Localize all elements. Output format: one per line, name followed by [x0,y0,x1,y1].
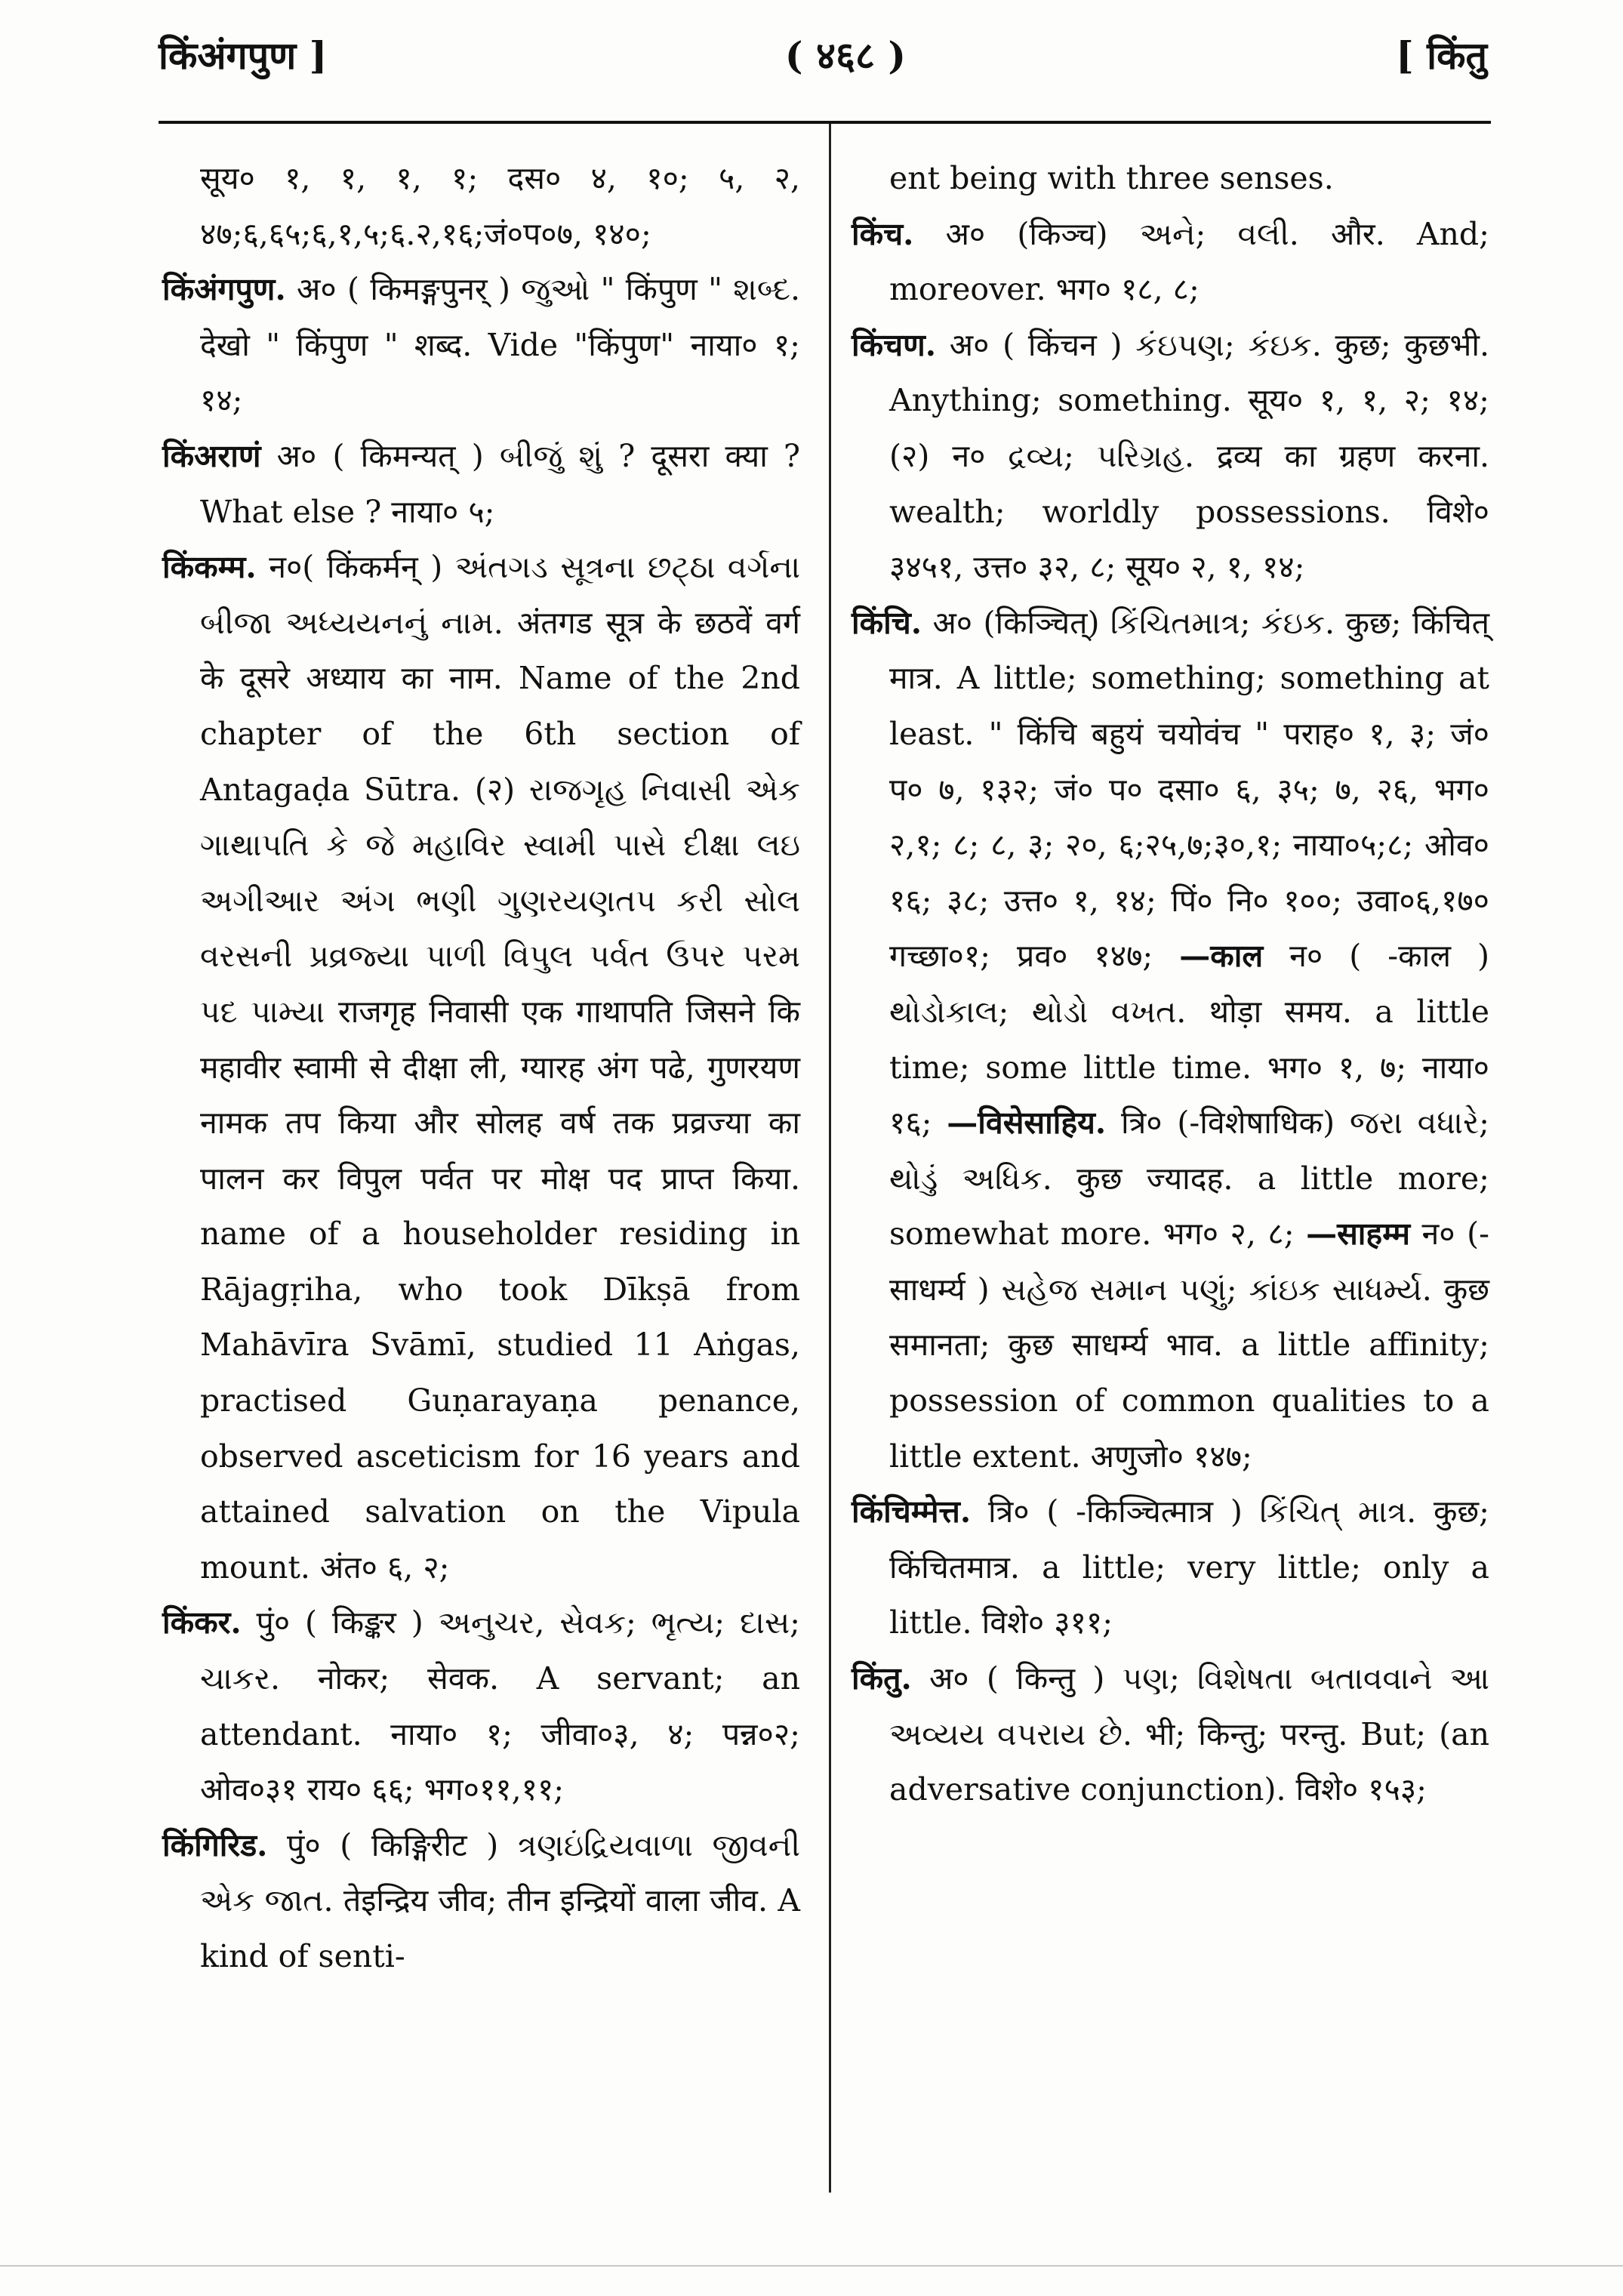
page-number: ( ४६८ ) [784,33,907,78]
entry [162,540,800,1595]
entry-continuation [162,151,800,262]
entry-headword: किंकर. [162,1604,242,1641]
entry-text: त्रि० ( -किञ्चित्मात्र ) કિંચિત્ માત્ર. कुछ; किंचितमात्र. a little; very little; only a little. विशे० ३११; [889,1493,1489,1641]
entry-headword: किंगिरिड. [162,1826,268,1863]
entry-headword: किंचि. [852,604,922,641]
entry-text: अ० ( किन्तु ) પણ; વિશેષતા બતાવવાને આ અવ્યય વપરાય છે. भी; किन्तु; परन्तु. But; (an adversative conjunction). विशे० १५३; [889,1660,1489,1808]
page-header [159,21,1487,89]
sub-entry-headword: —साहम्म [1306,1216,1410,1253]
sub-entry-text: त्रि० (-विशेषाधिक) જરા વધારે; થોડું અધિક. कुछ ज्यादह. a little more; somewhat more. भग० २, ८; [889,1105,1489,1253]
entry [852,596,1489,1485]
entry-text: अ० ( किमङ्गपुनर् ) જુઓ " किंपुण " શબ્દ. देखो " किंपुण " शब्द. Vide "किंपुण" नाया० १; १४; [200,271,800,419]
entry-headword: किंअंगपुण. [162,271,286,308]
entry [162,1595,800,1817]
sub-entry-headword: —विसेसाहिय. [947,1105,1107,1142]
header-rule [159,121,1491,124]
entry-continuation [852,151,1489,207]
entry-headword: किंअराणं [162,437,261,474]
entry-text: पुं० ( किङ्गिरीट ) ત્રણઇંદ્રિયવાળા જીવની એક જાત. तेइन्द्रिय जीव; तीन इन्द्रियों वाला जीव. A kind of senti- [200,1826,800,1974]
entry-headword: किंचण. [852,326,937,363]
page-bottom-edge [0,2265,1623,2267]
entry-text: अ० ( किमन्यत् ) બીજું શું ? दूसरा क्या ? What else ? नाया० ५; [200,437,800,530]
sub-entry-headword: —काल [1179,938,1264,975]
entry [162,262,800,429]
entry [852,318,1489,596]
sub-entry-text: न० ( -काल ) થોડોકાલ; થોડો વખત. थोड़ा समय. a little time; some little time. भग० १, ७; नाया० १६; [889,938,1489,1142]
sub-entry-text: न० (-साधर्म्य ) સહેજ સમાન પણું; કાંઇક સાધર્મ્ય. कुछ समानता; कुछ साधर्म्य भाव. a little affinity; possession of common qualities to a little extent. अणुजो० १४७; [889,1216,1489,1475]
entry-headword: किंकम्म. [162,549,257,586]
entry-text: सूय० १, १, १, १; दस० ४, १०; ५, २, ४७;६,६५;६,१,५;६.२,१६;जं०प०७, १४०; [200,160,800,252]
entry-text: न०( किंकर्मन् ) અંતગડ સૂત્રના છટ્ઠા વર્ગના બીજા અધ્યયનનું નામ. अंतगड सूत्र के छठवें वर्ग के दूसरे अध्याय का नाम. Name of the 2nd chapter of the 6th section of Antagaḍa Sūtra. (२) રાજગૃહ નિવાસી એક ગાથાપતિ કે જે મહાવિર સ્વામી પાસે દીક્ષા લઇ અગીઆર અંગ ભણી ગુણરયણતપ કરી સોલ વરસની પ્રવ્રજ્યા પાળી વિપુલ પર્વત ઉપર પરમ પદ પામ્યા राजगृह निवासी एक गाथापति जिसने कि महावीर स्वामी से दीक्षा ली, ग्यारह अंग पढे, गुणरयण नामक तप किया और सोलह वर्ष तक प्रव्रज्या का पालन कर विपुल पर्वत पर मोक्ष पद प्राप्त किया. name of a householder residing in Rājagṛiha, who took Dīkṣā from Mahāvīra Svāmī, studied 11 Aṅgas, practised Guṇarayaṇa penance, observed asceticism for 16 years and attained salvation on the Vipula mount. अंत० ६, २; [200,549,800,1586]
entry [852,207,1489,318]
entry-text: ent being with three senses. [889,160,1334,196]
entry-text: अ० ( किंचन ) કંઇપણ; કંઇક. कुछ; कुछभी. Anything; something. सूय० १, १, २; १४; (२) न० દ્રવ્ય; પરિગ્રહ. द्रव्य का ग्रहण करना. wealth; worldly possessions. विशे० ३४५१, उत्त० ३२, ८; सूय० २, १, १४; [889,326,1489,586]
header-right-headword: [ किंतु [1396,33,1487,78]
entry-text: अ० (किञ्च) અને; વલી. और. And; moreover. भग० १८, ८; [889,215,1489,308]
header-left-headword: किंअंगपुण ] [159,33,328,78]
left-column [162,151,800,1985]
entry [852,1651,1489,1818]
right-column [852,151,1489,1818]
entry [162,429,800,540]
entry-headword: किंतु. [852,1660,912,1697]
entry-text: अ० (किञ्चित्) કિંચિતમાત્ર; કંઇક. कुछ; किंचित् मात्र. A little; something; something at least. " किंचि बहुयं चयोवंच " पराह० १, ३; जं० प० ७, १३२; जं० प० दसा० ६, ३५; ७, २६, भग० २,१; ८; ८, ३; २०, ६;२५,७;३०,१; नाया०५;८; ओव० १६; ३८; उत्त० १, १४; पिं० नि० १००; उवा०६,१७० गच्छा०१; प्रव० १४७; [889,604,1489,975]
column-divider [829,124,831,2193]
entry-headword: किंच. [852,215,914,252]
entry [852,1484,1489,1651]
entry-text: पुं० ( किङ्कर ) અનુચર, સેવક; ભૃત્ય; દાસ; ચાકર. नोकर; सेवक. A servant; an attendant. नाया० १; जीवा०३, ४; पन्न०२; ओव०३१ राय० ६६; भग०११,११; [200,1604,800,1808]
entry [162,1818,800,1985]
entry-headword: किंचिम्मेत्त. [852,1493,972,1530]
